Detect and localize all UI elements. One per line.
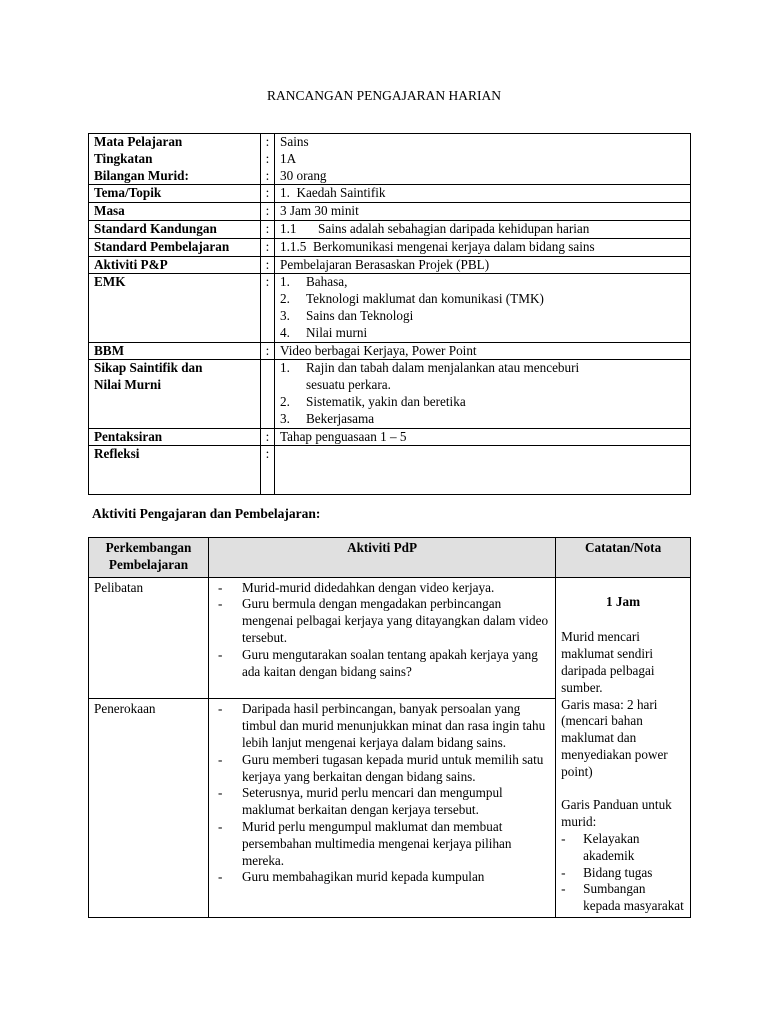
- activity-row-pelibatan: [89, 577, 691, 699]
- value-aktiviti: Pembelajaran Berasaskan Projek (PBL): [275, 256, 691, 274]
- notes-cell: [556, 577, 691, 917]
- colon: :: [261, 203, 275, 221]
- header-catatan: Catatan/Nota: [556, 538, 691, 578]
- info-row-tema: [89, 185, 691, 203]
- info-row-sikap: [89, 360, 691, 428]
- header-perkembangan: Perkembangan Pembelajaran: [89, 538, 209, 578]
- label-tema: Tema/Topik: [89, 185, 261, 203]
- tema-number: 1.: [280, 185, 290, 201]
- guide-item: - Kelayakan akademik: [561, 830, 640, 863]
- colon: :: [265, 134, 270, 149]
- label-standard-pembelajaran: Standard Pembelajaran: [89, 238, 261, 256]
- colon: :: [261, 256, 275, 274]
- label-aktiviti: Aktiviti P&P: [89, 256, 261, 274]
- label-masa: Masa: [89, 203, 261, 221]
- colon: :: [261, 238, 275, 256]
- value-standard-pembelajaran: Berkomunikasi mengenai kerjaya dalam bidang sains: [312, 238, 595, 254]
- info-row-standard-pembelajaran: [89, 238, 691, 256]
- guide-item: - Bidang tugas: [561, 864, 653, 880]
- info-row-bbm: [89, 342, 691, 360]
- value-tema: Kaedah Saintifik: [296, 185, 386, 201]
- activity-item: - Guru mengutarakan soalan tentang apakah kerjaya yang ada kaitan dengan bidang sains?: [217, 646, 538, 679]
- activity-item: - Seterusnya, murid perlu mencari dan mengumpul maklumat berkaitan dengan kerjaya tersebut.: [217, 785, 503, 818]
- value-refleksi: [275, 446, 691, 495]
- label-bilangan: Bilangan Murid:: [94, 167, 189, 183]
- colon: :: [261, 342, 275, 360]
- colon: :: [261, 220, 275, 238]
- colon: :: [265, 150, 270, 166]
- activity-item: - Guru membahagikan murid kepada kumpulan: [217, 869, 485, 885]
- info-row-refleksi: [89, 446, 691, 495]
- emk-item: 1. Bahasa,: [280, 274, 348, 290]
- colon: :: [261, 428, 275, 446]
- guide-item: - Sumbangan kepada masyarakat: [561, 881, 684, 914]
- value-bilangan: 30 orang: [280, 167, 327, 183]
- activity-header-row: [89, 538, 691, 578]
- label-emk: EMK: [89, 274, 261, 342]
- label-mata-pelajaran: Mata Pelajaran: [94, 134, 183, 149]
- colon: :: [261, 446, 275, 495]
- value-mata-pelajaran: Sains: [280, 134, 309, 149]
- info-row-standard-kandungan: [89, 220, 691, 238]
- emk-item: 4. Nilai murni: [280, 324, 368, 340]
- label-sikap-line1: Sikap Saintifik dan: [94, 360, 203, 376]
- info-row-masa: [89, 203, 691, 221]
- stage-penerokaan: Penerokaan: [89, 699, 209, 918]
- info-row-emk: [89, 274, 691, 342]
- info-row-subject: [89, 134, 691, 185]
- activity-heading: Aktiviti Pengajaran dan Pembelajaran:: [92, 506, 321, 521]
- value-standard-kandungan: Sains adalah sebahagian daripada kehidupan harian: [318, 220, 590, 236]
- label-refleksi: Refleksi: [89, 446, 261, 495]
- note-duration: 1 Jam: [606, 593, 641, 609]
- activity-item: - Murid perlu mengumpul maklumat dan membuat persembahan multimedia mengenai kerjaya pilihan mereka.: [217, 818, 512, 868]
- note-text-2: Garis masa: 2 hari (mencari bahan maklumat dan menyediakan power point): [561, 696, 668, 779]
- value-pentaksiran: Tahap penguasaan 1 – 5: [275, 428, 691, 446]
- activity-item: - Guru bermula dengan mengadakan perbincangan mengenai pelbagai kerjaya yang ditayangkan dalam video tersebut.: [217, 596, 549, 645]
- activity-item: - Guru memberi tugasan kepada murid untuk memilih satu kerjaya yang berkaitan dengan bidang sains.: [217, 751, 544, 784]
- value-bbm: Video berbagai Kerjaya, Power Point: [275, 342, 691, 360]
- value-tingkatan: 1A: [280, 150, 297, 166]
- activity-item: - Murid-murid didedahkan dengan video kerjaya.: [217, 579, 495, 595]
- header-aktiviti: Aktiviti PdP: [208, 538, 555, 578]
- label-sikap-line2: Nilai Murni: [94, 377, 162, 393]
- value-masa: 3 Jam 30 minit: [275, 203, 691, 221]
- label-tingkatan: Tingkatan: [94, 150, 153, 166]
- info-row-aktiviti: [89, 256, 691, 274]
- sk-number: 1.1: [280, 220, 297, 236]
- sikap-item: 2. Sistematik, yakin dan beretika: [280, 393, 466, 409]
- sikap-item: 3. Bekerjasama: [280, 410, 375, 426]
- activity-item: - Daripada hasil perbincangan, banyak persoalan yang timbul dan murid menunjukkan minat dan rasa ingin tahu lebih lanjut mengenai kerjaya dalam bidang sains.: [217, 701, 546, 750]
- label-pentaksiran: Pentaksiran: [89, 428, 261, 446]
- label-bbm: BBM: [89, 342, 261, 360]
- note-text-1: Murid mencari maklumat sendiri daripada pelbagai sumber.: [561, 629, 655, 695]
- stage-pelibatan: Pelibatan: [89, 577, 209, 699]
- label-standard-kandungan: Standard Kandungan: [89, 220, 261, 238]
- emk-item: 3. Sains dan Teknologi: [280, 307, 414, 323]
- info-row-pentaksiran: [89, 428, 691, 446]
- info-labels: [89, 134, 261, 185]
- colon: :: [261, 274, 275, 342]
- note-text-3: Garis Panduan untuk murid:: [561, 797, 672, 830]
- emk-item: 2. Teknologi maklumat dan komunikasi (TMK): [280, 291, 544, 307]
- activity-table: [88, 537, 691, 918]
- sp-number: 1.1.5: [280, 238, 307, 254]
- page-title: RANCANGAN PENGAJARAN HARIAN: [266, 88, 501, 103]
- sikap-item: 1. Rajin dan tabah dalam menjalankan atau menceburi sesuatu perkara.: [280, 360, 580, 393]
- lesson-info-table: [88, 133, 691, 495]
- colon: :: [261, 185, 275, 203]
- colon: :: [265, 167, 270, 183]
